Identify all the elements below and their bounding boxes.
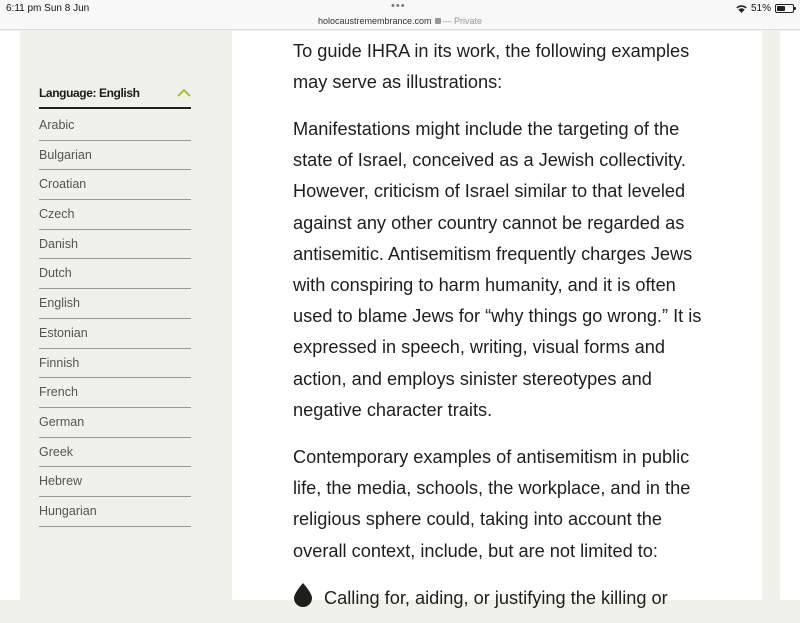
language-option-german[interactable]: German [39, 408, 191, 438]
language-option-estonian[interactable]: Estonian [39, 319, 191, 349]
left-margin [0, 31, 20, 600]
web-page [0, 31, 800, 608]
url-text: holocaustremembrance.com [317, 16, 432, 26]
paragraph-manifestations: Manifestations might include the targeting of the state of Israel, conceived as a Jewish collectivity. However, criticism of Israel similar to that leveled against any other country cannot be regarded as antisemitic. Antisemitism frequently charges Jews with conspiring to harm humanity, and it is often used to blame Jews for “why things go wrong.” It is expressed in speech, writing, visual forms and action, and employs sinister stereotypes and negative character traits. [293, 119, 702, 420]
language-option-danish[interactable]: Danish [39, 230, 191, 260]
private-label: — Private [442, 16, 483, 26]
chevron-up-icon[interactable] [177, 88, 191, 97]
language-selector-label: Language: English [39, 86, 140, 100]
language-option-finnish[interactable]: Finnish [39, 349, 191, 379]
language-option-french[interactable]: French [39, 378, 191, 408]
battery-icon [775, 4, 794, 13]
paragraph-contemporary-examples: Contemporary examples of antisemitism in public life, the media, schools, the workplace, and in the religious sphere could, taking into account the overall context, include, but are not limited to: [293, 447, 691, 561]
language-option-english[interactable]: English [39, 289, 191, 319]
list-item-text: Calling for, aiding, or justifying the killing or [324, 588, 668, 608]
right-sidebar-strip [762, 31, 780, 600]
lock-icon [435, 18, 441, 24]
language-list [39, 111, 191, 518]
language-option-hungarian[interactable]: Hungarian [39, 497, 191, 527]
battery-percent: 51% [750, 3, 771, 14]
language-option-bulgarian[interactable]: Bulgarian [39, 141, 191, 171]
status-time: 6:11 pm Sun 8 Jun [6, 3, 90, 14]
language-selector-header[interactable] [39, 83, 191, 109]
language-option-hebrew[interactable]: Hebrew [39, 467, 191, 497]
language-option-greek[interactable]: Greek [39, 438, 191, 468]
language-option-croatian[interactable]: Croatian [39, 170, 191, 200]
multitasking-dots[interactable]: ••• [391, 0, 406, 12]
drop-bullet-icon [293, 583, 313, 607]
list-item [293, 583, 713, 623]
language-option-czech[interactable]: Czech [39, 200, 191, 230]
language-option-arabic[interactable]: Arabic [39, 111, 191, 141]
right-margin [780, 31, 800, 600]
status-bar [0, 0, 800, 30]
paragraph-intro: To guide IHRA in its work, the following examples may serve as illustrations: [293, 41, 690, 93]
address-bar[interactable] [0, 16, 800, 26]
wifi-icon [736, 5, 747, 13]
language-option-dutch[interactable]: Dutch [39, 259, 191, 289]
status-indicators [736, 3, 794, 14]
language-sidebar [20, 31, 232, 600]
